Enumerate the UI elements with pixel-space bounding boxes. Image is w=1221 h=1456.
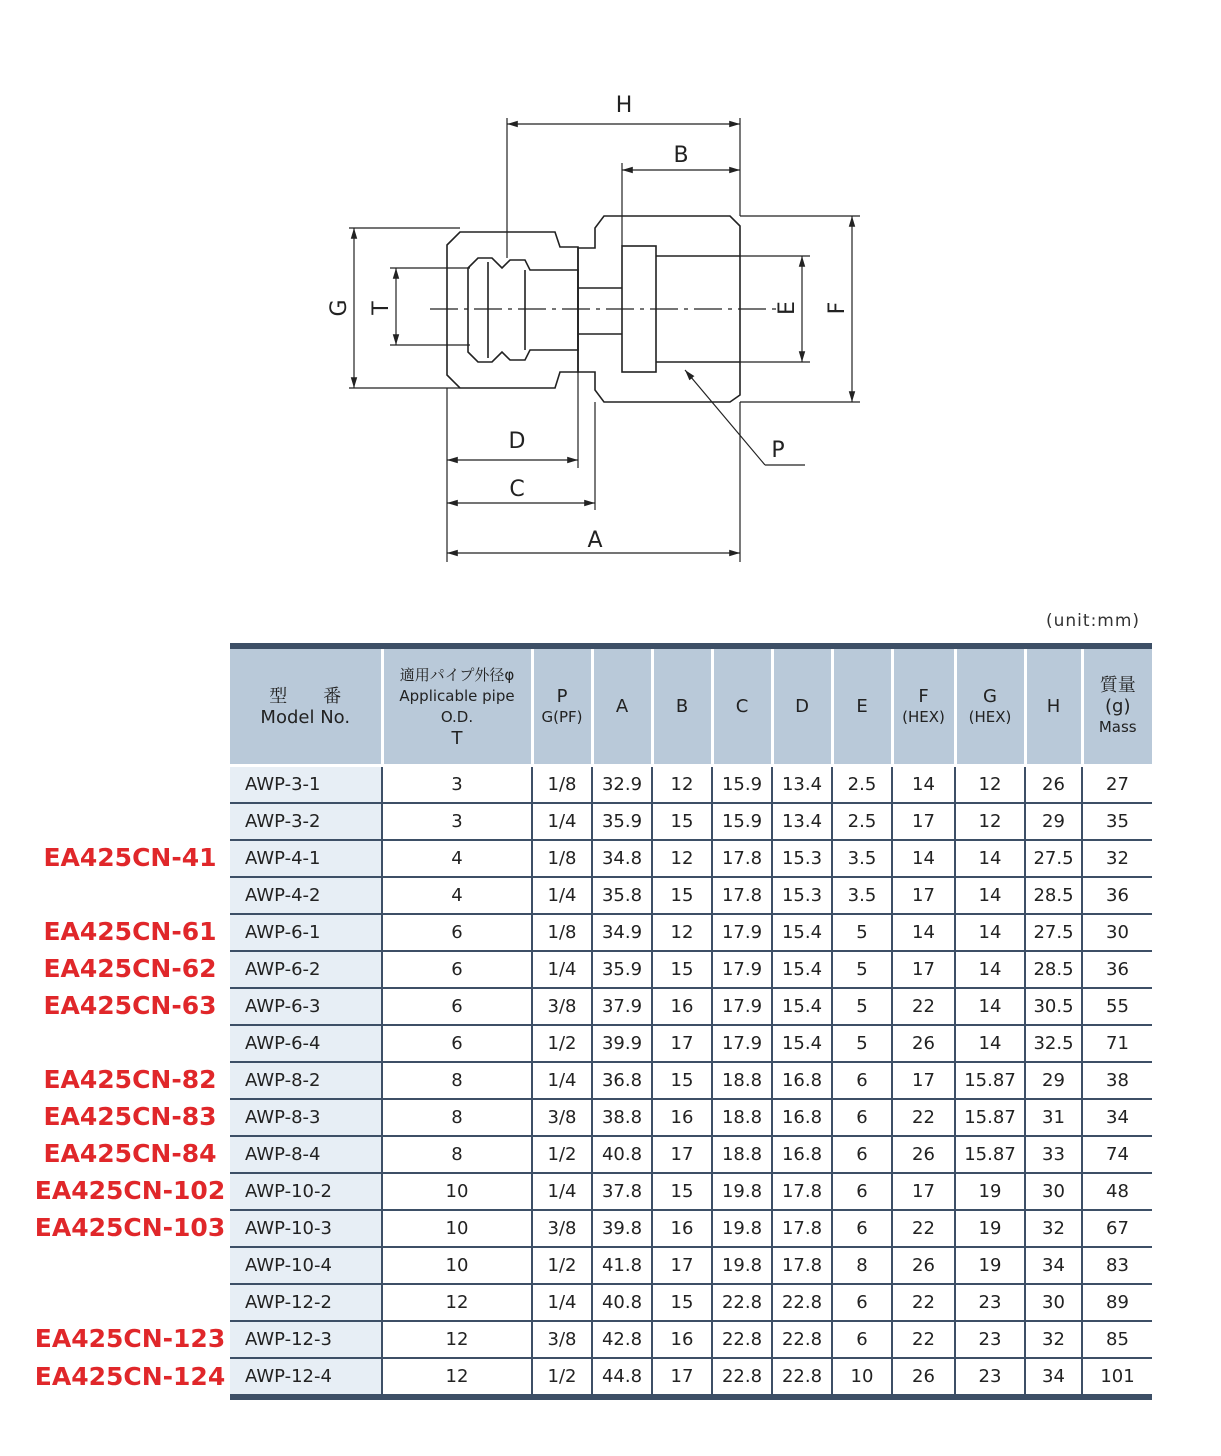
ferrule (468, 258, 578, 362)
cell-t: 6 (382, 988, 532, 1025)
cell-b: 12 (652, 840, 712, 877)
cell-h: 28.5 (1025, 877, 1082, 914)
cell-p: 1/2 (532, 1025, 592, 1062)
header-model-jp: 型 番 (269, 685, 342, 707)
header-f-top: F (918, 685, 929, 707)
cell-g: 15.87 (955, 1062, 1025, 1099)
header-f (892, 646, 955, 766)
cell-h: 34 (1025, 1358, 1082, 1397)
cell-c: 18.8 (712, 1062, 772, 1099)
cell-h: 28.5 (1025, 951, 1082, 988)
cell-model: AWP-6-1 (230, 914, 382, 951)
order-code: EA425CN-41 (43, 842, 217, 872)
cell-f: 22 (892, 1321, 955, 1358)
cell-h: 33 (1025, 1136, 1082, 1173)
cell-d: 16.8 (772, 1136, 832, 1173)
cell-mass: 83 (1082, 1247, 1152, 1284)
cell-a: 35.9 (592, 803, 652, 840)
cell-h: 32 (1025, 1321, 1082, 1358)
order-code: EA425CN-62 (43, 953, 217, 983)
cell-e: 6 (832, 1210, 892, 1247)
cell-g: 19 (955, 1210, 1025, 1247)
cell-t: 4 (382, 877, 532, 914)
header-pipe-jp: 適用パイプ外径φ (399, 665, 515, 684)
cell-c: 15.9 (712, 803, 772, 840)
cell-b: 17 (652, 1247, 712, 1284)
cell-model: AWP-6-2 (230, 951, 382, 988)
cell-model: AWP-12-3 (230, 1321, 382, 1358)
cell-p: 1/4 (532, 877, 592, 914)
cell-g: 14 (955, 951, 1025, 988)
header-c: C (712, 646, 772, 766)
cell-h: 32 (1025, 1210, 1082, 1247)
cell-b: 16 (652, 1099, 712, 1136)
cell-e: 5 (832, 1025, 892, 1062)
order-code: EA425CN-61 (43, 916, 217, 946)
cell-g: 19 (955, 1247, 1025, 1284)
cell-d: 15.3 (772, 877, 832, 914)
table-row (230, 877, 1152, 914)
cell-h: 32.5 (1025, 1025, 1082, 1062)
cell-a: 35.9 (592, 951, 652, 988)
cell-b: 15 (652, 1062, 712, 1099)
cell-f: 17 (892, 877, 955, 914)
cell-e: 8 (832, 1247, 892, 1284)
cell-g: 15.87 (955, 1136, 1025, 1173)
cell-f: 22 (892, 1210, 955, 1247)
cell-p: 1/2 (532, 1136, 592, 1173)
table-row (230, 1025, 1152, 1062)
cell-e: 5 (832, 914, 892, 951)
cell-t: 12 (382, 1358, 532, 1397)
table-row (230, 1099, 1152, 1136)
cell-a: 38.8 (592, 1099, 652, 1136)
header-g-bottom: (HEX) (968, 707, 1012, 726)
cell-d: 13.4 (772, 766, 832, 804)
header-mass-unit: (g) (1105, 696, 1131, 717)
cell-mass: 74 (1082, 1136, 1152, 1173)
cell-g: 15.87 (955, 1099, 1025, 1136)
cell-p: 1/2 (532, 1358, 592, 1397)
cell-d: 15.4 (772, 988, 832, 1025)
cell-e: 6 (832, 1062, 892, 1099)
table-row (230, 1136, 1152, 1173)
cell-model: AWP-4-2 (230, 877, 382, 914)
cell-t: 6 (382, 951, 532, 988)
table-row (230, 1210, 1152, 1247)
cell-model: AWP-8-2 (230, 1062, 382, 1099)
cell-mass: 34 (1082, 1099, 1152, 1136)
cell-mass: 36 (1082, 877, 1152, 914)
cell-c: 18.8 (712, 1099, 772, 1136)
cell-t: 10 (382, 1210, 532, 1247)
cell-t: 6 (382, 1025, 532, 1062)
order-code: EA425CN-83 (43, 1101, 217, 1131)
header-e: E (832, 646, 892, 766)
cell-a: 40.8 (592, 1284, 652, 1321)
table-row (230, 988, 1152, 1025)
cell-f: 14 (892, 840, 955, 877)
cell-d: 17.8 (772, 1173, 832, 1210)
table-row (230, 1247, 1152, 1284)
cell-model: AWP-8-3 (230, 1099, 382, 1136)
cell-c: 19.8 (712, 1210, 772, 1247)
cell-g: 23 (955, 1358, 1025, 1397)
cell-t: 12 (382, 1284, 532, 1321)
cell-e: 5 (832, 951, 892, 988)
cell-p: 1/2 (532, 1247, 592, 1284)
cell-g: 14 (955, 877, 1025, 914)
cell-d: 15.3 (772, 840, 832, 877)
cell-f: 26 (892, 1136, 955, 1173)
cell-mass: 35 (1082, 803, 1152, 840)
cell-e: 5 (832, 988, 892, 1025)
cell-a: 37.8 (592, 1173, 652, 1210)
header-a: A (592, 646, 652, 766)
label-B: B (673, 143, 689, 168)
cell-a: 39.8 (592, 1210, 652, 1247)
cell-model: AWP-10-3 (230, 1210, 382, 1247)
header-p-top: P (556, 685, 568, 707)
cell-c: 17.9 (712, 914, 772, 951)
header-f-bottom: (HEX) (902, 707, 945, 726)
cell-model: AWP-10-4 (230, 1247, 382, 1284)
label-E: E (775, 301, 800, 315)
cell-b: 16 (652, 1321, 712, 1358)
cell-b: 15 (652, 803, 712, 840)
cell-b: 15 (652, 951, 712, 988)
cell-c: 19.8 (712, 1247, 772, 1284)
cell-mass: 38 (1082, 1062, 1152, 1099)
label-C: C (509, 477, 525, 502)
cell-f: 22 (892, 1284, 955, 1321)
cell-h: 26 (1025, 766, 1082, 804)
cell-a: 37.9 (592, 988, 652, 1025)
cell-b: 17 (652, 1025, 712, 1062)
cell-b: 16 (652, 1210, 712, 1247)
cell-model: AWP-6-3 (230, 988, 382, 1025)
cell-c: 17.9 (712, 1025, 772, 1062)
cell-f: 26 (892, 1358, 955, 1397)
cell-h: 31 (1025, 1099, 1082, 1136)
cell-g: 23 (955, 1321, 1025, 1358)
table-row (230, 1358, 1152, 1397)
cell-f: 26 (892, 1025, 955, 1062)
cell-d: 17.8 (772, 1210, 832, 1247)
cell-d: 15.4 (772, 914, 832, 951)
cell-a: 39.9 (592, 1025, 652, 1062)
cell-g: 14 (955, 1025, 1025, 1062)
cell-f: 14 (892, 766, 955, 804)
cell-g: 14 (955, 988, 1025, 1025)
cell-b: 16 (652, 988, 712, 1025)
header-model (230, 646, 382, 766)
cell-g: 12 (955, 766, 1025, 804)
cell-c: 22.8 (712, 1321, 772, 1358)
header-p-bottom: G(PF) (541, 707, 583, 726)
cell-p: 1/4 (532, 1173, 592, 1210)
order-code: EA425CN-103 (34, 1212, 226, 1242)
cell-mass: 48 (1082, 1173, 1152, 1210)
cell-a: 34.8 (592, 840, 652, 877)
cell-p: 1/4 (532, 1284, 592, 1321)
cell-c: 15.9 (712, 766, 772, 804)
cell-b: 12 (652, 766, 712, 804)
cell-c: 17.9 (712, 951, 772, 988)
cell-c: 22.8 (712, 1358, 772, 1397)
cell-t: 8 (382, 1136, 532, 1173)
cell-t: 4 (382, 840, 532, 877)
cell-mass: 85 (1082, 1321, 1152, 1358)
cell-d: 16.8 (772, 1099, 832, 1136)
header-mass (1082, 646, 1152, 766)
header-h: H (1025, 646, 1082, 766)
order-code: EA425CN-63 (43, 990, 217, 1020)
cell-b: 15 (652, 877, 712, 914)
cell-a: 40.8 (592, 1136, 652, 1173)
cell-t: 10 (382, 1247, 532, 1284)
header-model-en: Model No. (260, 706, 351, 728)
cell-e: 2.5 (832, 766, 892, 804)
cell-p: 1/8 (532, 840, 592, 877)
cell-t: 6 (382, 914, 532, 951)
cell-model: AWP-12-4 (230, 1358, 382, 1397)
cell-a: 41.8 (592, 1247, 652, 1284)
cell-mass: 36 (1082, 951, 1152, 988)
cell-a: 32.9 (592, 766, 652, 804)
cell-t: 3 (382, 766, 532, 804)
cell-c: 17.8 (712, 877, 772, 914)
table-row (230, 840, 1152, 877)
cell-mass: 55 (1082, 988, 1152, 1025)
cell-c: 19.8 (712, 1173, 772, 1210)
cell-d: 22.8 (772, 1321, 832, 1358)
cell-d: 16.8 (772, 1062, 832, 1099)
header-mass-en: Mass (1098, 718, 1137, 736)
cell-e: 6 (832, 1099, 892, 1136)
cell-p: 3/8 (532, 988, 592, 1025)
header-b: B (652, 646, 712, 766)
cell-b: 17 (652, 1136, 712, 1173)
cell-p: 1/8 (532, 766, 592, 804)
cell-a: 36.8 (592, 1062, 652, 1099)
cell-c: 17.9 (712, 988, 772, 1025)
fitting-dimension-drawing (0, 0, 1221, 600)
cell-h: 27.5 (1025, 840, 1082, 877)
header-d: D (772, 646, 832, 766)
cell-h: 29 (1025, 803, 1082, 840)
table-row (230, 1321, 1152, 1358)
cell-a: 42.8 (592, 1321, 652, 1358)
cell-p: 3/8 (532, 1210, 592, 1247)
order-code: EA425CN-82 (43, 1064, 217, 1094)
cell-c: 17.8 (712, 840, 772, 877)
cell-f: 22 (892, 1099, 955, 1136)
cell-t: 10 (382, 1173, 532, 1210)
label-P: P (771, 438, 785, 463)
cell-model: AWP-10-2 (230, 1173, 382, 1210)
cell-e: 6 (832, 1173, 892, 1210)
cell-e: 3.5 (832, 877, 892, 914)
cell-p: 1/4 (532, 951, 592, 988)
header-p (532, 646, 592, 766)
table-row (230, 803, 1152, 840)
cell-b: 12 (652, 914, 712, 951)
table-row (230, 1173, 1152, 1210)
label-A: A (587, 528, 603, 553)
order-code: EA425CN-102 (34, 1175, 226, 1205)
cell-h: 30 (1025, 1284, 1082, 1321)
label-F: F (825, 301, 850, 315)
order-code: EA425CN-123 (34, 1323, 226, 1353)
cell-model: AWP-3-1 (230, 766, 382, 804)
nut-outline (447, 232, 578, 388)
cell-model: AWP-8-4 (230, 1136, 382, 1173)
label-T: T (369, 301, 394, 315)
cell-p: 1/8 (532, 914, 592, 951)
label-H: H (615, 93, 633, 118)
cell-mass: 71 (1082, 1025, 1152, 1062)
label-D: D (508, 429, 526, 454)
cell-h: 27.5 (1025, 914, 1082, 951)
cell-mass: 101 (1082, 1358, 1152, 1397)
cell-p: 3/8 (532, 1099, 592, 1136)
cell-d: 15.4 (772, 1025, 832, 1062)
cell-h: 30.5 (1025, 988, 1082, 1025)
cell-f: 26 (892, 1247, 955, 1284)
cell-a: 34.9 (592, 914, 652, 951)
cell-h: 30 (1025, 1173, 1082, 1210)
unit-note: (unit:mm) (1046, 611, 1141, 631)
cell-f: 14 (892, 914, 955, 951)
cell-d: 13.4 (772, 803, 832, 840)
table-row (230, 1284, 1152, 1321)
cell-f: 22 (892, 988, 955, 1025)
cell-p: 3/8 (532, 1321, 592, 1358)
cell-e: 2.5 (832, 803, 892, 840)
cell-mass: 89 (1082, 1284, 1152, 1321)
cell-f: 17 (892, 951, 955, 988)
cell-g: 14 (955, 914, 1025, 951)
table-row (230, 1062, 1152, 1099)
table-body (230, 766, 1152, 1398)
cell-d: 22.8 (772, 1284, 832, 1321)
table-row (230, 766, 1152, 804)
cell-t: 8 (382, 1062, 532, 1099)
cell-h: 29 (1025, 1062, 1082, 1099)
cell-a: 44.8 (592, 1358, 652, 1397)
cell-mass: 30 (1082, 914, 1152, 951)
cell-d: 17.8 (772, 1247, 832, 1284)
header-g-top: G (983, 685, 997, 707)
cell-g: 23 (955, 1284, 1025, 1321)
label-G: G (327, 299, 352, 317)
cell-e: 6 (832, 1284, 892, 1321)
header-pipe-sym: T (451, 727, 463, 749)
cell-e: 6 (832, 1136, 892, 1173)
cell-p: 1/4 (532, 803, 592, 840)
cell-g: 12 (955, 803, 1025, 840)
cell-model: AWP-4-1 (230, 840, 382, 877)
header-g (955, 646, 1025, 766)
header-pipe (382, 646, 532, 766)
cell-d: 22.8 (772, 1358, 832, 1397)
cell-c: 22.8 (712, 1284, 772, 1321)
table-row (230, 914, 1152, 951)
table-header-row (230, 646, 1152, 766)
spec-table (230, 643, 1152, 1400)
cell-mass: 27 (1082, 766, 1152, 804)
cell-t: 8 (382, 1099, 532, 1136)
cell-model: AWP-3-2 (230, 803, 382, 840)
header-pipe-en: Applicable pipe O.D. (399, 686, 515, 726)
cell-f: 17 (892, 803, 955, 840)
header-mass-jp: 質量 (1099, 675, 1136, 696)
cell-e: 3.5 (832, 840, 892, 877)
cell-f: 17 (892, 1062, 955, 1099)
cell-g: 19 (955, 1173, 1025, 1210)
cell-mass: 67 (1082, 1210, 1152, 1247)
cell-model: AWP-6-4 (230, 1025, 382, 1062)
cell-e: 10 (832, 1358, 892, 1397)
cell-mass: 32 (1082, 840, 1152, 877)
order-code: EA425CN-84 (43, 1138, 217, 1168)
order-code: EA425CN-124 (34, 1361, 226, 1391)
cell-a: 35.8 (592, 877, 652, 914)
cell-p: 1/4 (532, 1062, 592, 1099)
cell-d: 15.4 (772, 951, 832, 988)
cell-b: 15 (652, 1173, 712, 1210)
cell-t: 3 (382, 803, 532, 840)
cell-e: 6 (832, 1321, 892, 1358)
cell-model: AWP-12-2 (230, 1284, 382, 1321)
cell-h: 34 (1025, 1247, 1082, 1284)
cell-b: 17 (652, 1358, 712, 1397)
cell-f: 17 (892, 1173, 955, 1210)
cell-c: 18.8 (712, 1136, 772, 1173)
cell-g: 14 (955, 840, 1025, 877)
table-row (230, 951, 1152, 988)
cell-b: 15 (652, 1284, 712, 1321)
cell-t: 12 (382, 1321, 532, 1358)
